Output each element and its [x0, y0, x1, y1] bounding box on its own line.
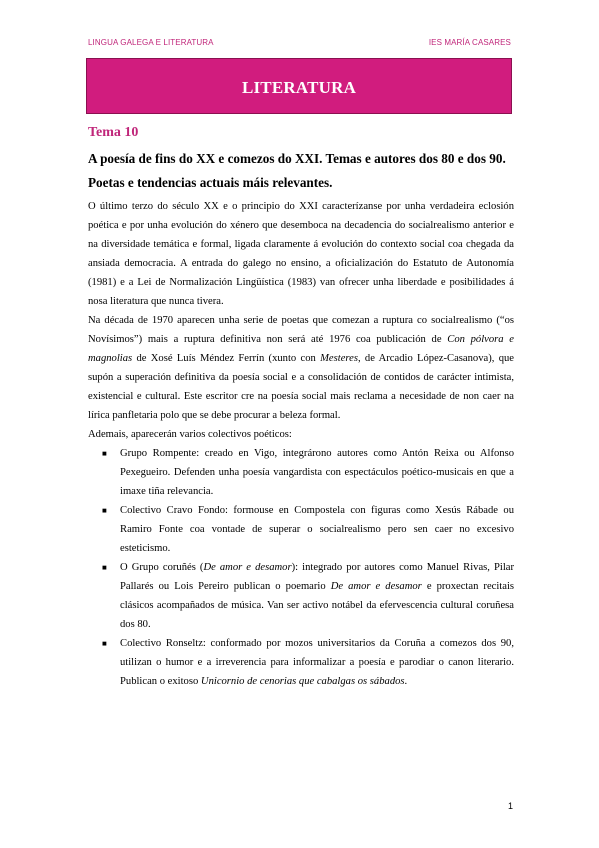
text-run: e proxectan recitais clásicos acompañados de música. Van ser activo notábel da efervescencia cultural coruñesa dos 80.	[120, 581, 515, 630]
list-item	[88, 444, 514, 501]
banner-title: LITERATURA	[241, 78, 357, 97]
paragraph-collectives-intro: Ademais, aparecerán varios colectivos poéticos:	[88, 429, 292, 440]
header-school: IES MARÍA CASARES	[428, 38, 511, 47]
text-run: Na década de 1970 aparecen unha serie de poetas que comezan a ruptura co socialrealismo (“os Novísimos”) mais a ruptura definitiva non será até 1976 coa publicación de	[88, 315, 514, 345]
square-bullet-icon: ■	[102, 639, 107, 648]
text-run: ): integrado por autores como Manuel Rivas, Pilar Pallarés ou Lois Pereiro publican o poemario	[120, 562, 515, 592]
book-title: Unicornio de cenorias que cabalgas os sábados	[200, 676, 405, 687]
square-bullet-icon: ■	[102, 563, 107, 572]
book-title: Con pólvora e magnolias	[88, 334, 515, 364]
square-bullet-icon: ■	[102, 506, 107, 515]
book-title: De amor e desamor	[203, 562, 292, 573]
text-run: Colectivo Ronseltz: conformado por mozos universitarios da Coruña a comezos dos 90, utilizan o humor e a irreverencia para informalizar a poesía e parodiar o canon literario. Publican o exitoso	[120, 638, 514, 687]
book-title: De amor e desamor	[330, 581, 422, 592]
text-run: , de Arcadio López-Casanova), que supón a superación definitiva da poesía social e a consolidación de contidos de carácter intimista, existencial e cultural. Este escritor cre na poesía social mais reclama a necesidade de non caer na lírica panfletaria polo que se debe procurar a beleza formal.	[88, 353, 514, 421]
text-run: O Grupo coruñés (	[120, 562, 204, 573]
list-item	[88, 634, 514, 691]
text-run: de Xosé Luís Méndez Ferrín (xunto con	[132, 353, 321, 364]
header-subject: LINGUA GALEGA E LITERATURA	[88, 38, 214, 47]
paragraph-intro: O último terzo do século XX e o principio do XXI caracterízanse por unha verdadeira eclosión poética e por unha evolución do xénero que desemboca na decadencia do socialrealismo anterior e na diversidade temática e formal, ligada claramente á evolución do contexto social coa chegada da ansiada democracia. A entrada do galego no ensino, a oficialización do Estatuto de Autonomía (1981) e a Lei de Normalización Lingüística (1983) van ofrecer unha liberdade e posibilidades á nosa literatura que nunca tivera.	[88, 201, 514, 307]
page-number: 1	[507, 801, 513, 811]
paragraph-seventies	[88, 311, 514, 425]
list-item	[88, 558, 514, 634]
unit-heading: A poesía de fins do XX e comezos do XXI. Temas e autores dos 80 e dos 90. Poetas e tendencias actuais máis relevantes.	[88, 151, 506, 190]
list-item-text: Colectivo Cravo Fondo: formouse en Compostela con figuras como Xesús Rábade ou Ramiro Fonte coa vontade de superar o socialrealismo pero sen caer no excesivo esteticismo.	[120, 505, 514, 554]
section-banner	[86, 58, 512, 114]
list-item	[88, 501, 514, 558]
list-item-text: Grupo Rompente: creado en Vigo, integráronо autores como Antón Reixa ou Alfonso Pexegueiro. Defenden unha poesía vangardista con espectáculos poético-musicais en que a imaxe tiña relevancia.	[120, 448, 514, 497]
square-bullet-icon: ■	[102, 449, 107, 458]
text-run: .	[404, 676, 408, 687]
unit-label: Tema 10	[88, 125, 139, 140]
collectives-list	[88, 444, 514, 691]
book-title: Mesteres	[320, 353, 358, 364]
document-body	[88, 197, 514, 691]
